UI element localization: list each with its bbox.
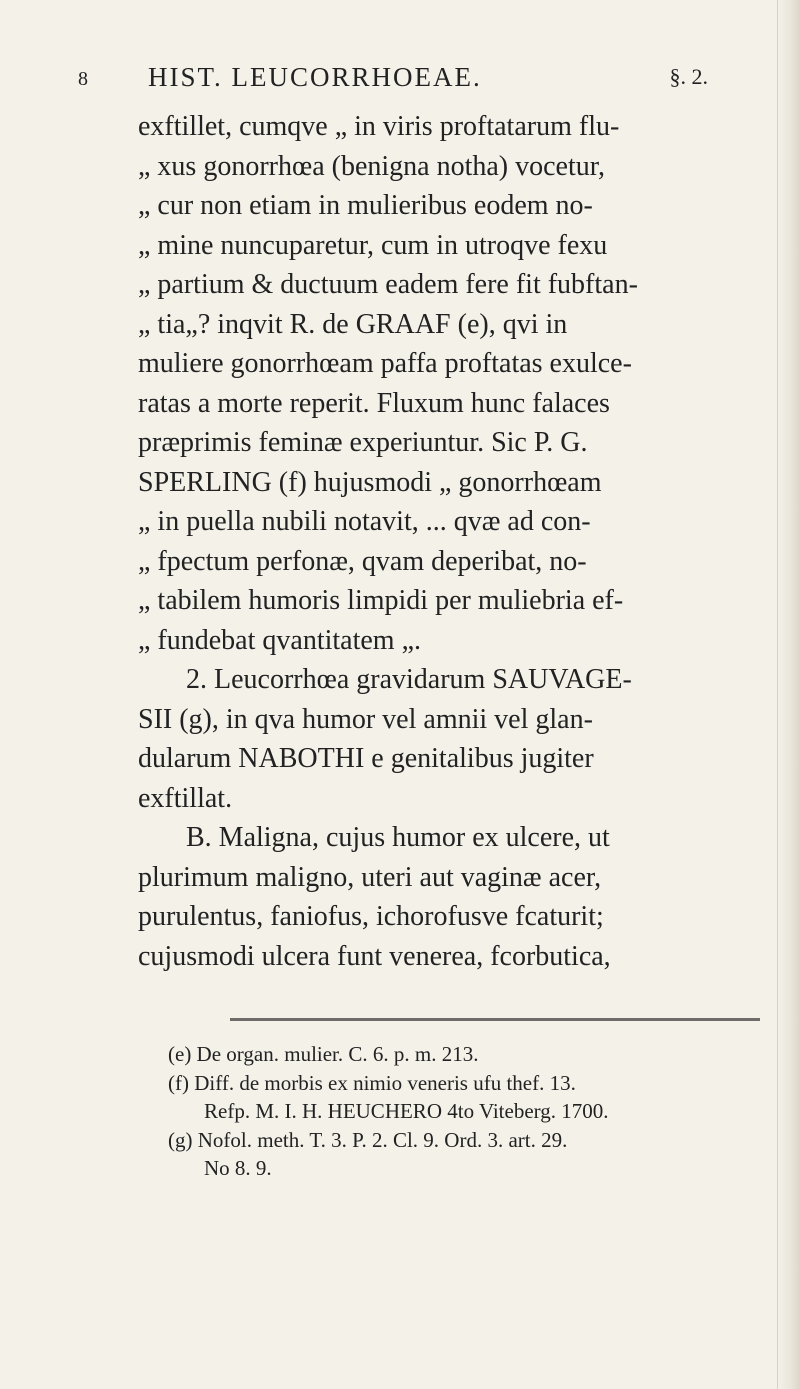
footnote-continuation: Refp. M. I. H. HEUCHERO 4to Viteberg. 1700. <box>204 1099 609 1123</box>
section-marker: §. 2. <box>669 64 708 89</box>
footnotes <box>168 1040 768 1183</box>
text-line: SPERLING (f) hujusmodi „ gonorrhœam <box>138 466 602 498</box>
footnote: (g) Nofol. meth. T. 3. P. 2. Cl. 9. Ord. 3. art. 29. <box>168 1127 568 1152</box>
text-line: „ tabilem humoris limpidi per muliebria ef- <box>138 585 624 616</box>
page-edge <box>777 0 800 1389</box>
text-line: dularum NABOTHI e genitalibus jugiter <box>138 743 594 774</box>
footnote: (f) Diff. de morbis ex nimio veneris ufu thef. 13. <box>168 1070 576 1095</box>
text-line: purulentus, faniofus, ichorofusve fcaturit; <box>138 901 604 932</box>
text-line: 2. Leucorrhœa gravidarum SAUVAGE- <box>186 664 632 695</box>
running-header <box>78 62 728 102</box>
footnote: (e) De organ. mulier. C. 6. p. m. 213. <box>168 1042 479 1066</box>
text-line: „ mine nuncuparetur, cum in utroqve fexu <box>138 229 608 261</box>
text-line: SII (g), in qva humor vel amnii vel glan- <box>138 703 593 735</box>
text-line: ratas a morte reperit. Fluxum hunc falaces <box>138 387 610 419</box>
main-text <box>138 107 763 976</box>
text-line: „ fpectum perfonæ, qvam deperibat, no- <box>138 545 587 577</box>
text-line: exftillet, cumqve „ in viris proftatarum flu- <box>138 111 620 142</box>
text-line: cujusmodi ulcera funt venerea, fcorbutica, <box>138 940 611 972</box>
text-line: „ partium & ductuum eadem fere fit fubftan- <box>138 269 638 300</box>
text-line: „ fundebat qvantitatem „. <box>138 624 421 656</box>
text-line: „ tia„? inqvit R. de GRAAF (e), qvi in <box>138 308 568 340</box>
running-title: HIST. LEUCORRHOEAE. <box>148 62 482 92</box>
text-line: plurimum maligno, uteri aut vaginæ acer, <box>138 861 602 893</box>
text-line: exftillat. <box>138 782 233 814</box>
text-line: „ xus gonorrhœa (benigna notha) vocetur, <box>138 150 605 182</box>
text-line: præprimis feminæ experiuntur. Sic P. G. <box>138 427 588 458</box>
text-line: muliere gonorrhœam paffa proftatas exulce- <box>138 348 632 379</box>
text-line: „ in puella nubili notavit, ... qvæ ad con- <box>138 506 591 537</box>
page-marker: 8 <box>78 68 90 90</box>
footnote-divider <box>230 1018 760 1021</box>
text-line: B. Maligna, cujus humor ex ulcere, ut <box>186 822 610 853</box>
text-line: „ cur non etiam in mulieribus eodem no- <box>138 190 593 221</box>
footnote-continuation: No 8. 9. <box>204 1156 272 1180</box>
